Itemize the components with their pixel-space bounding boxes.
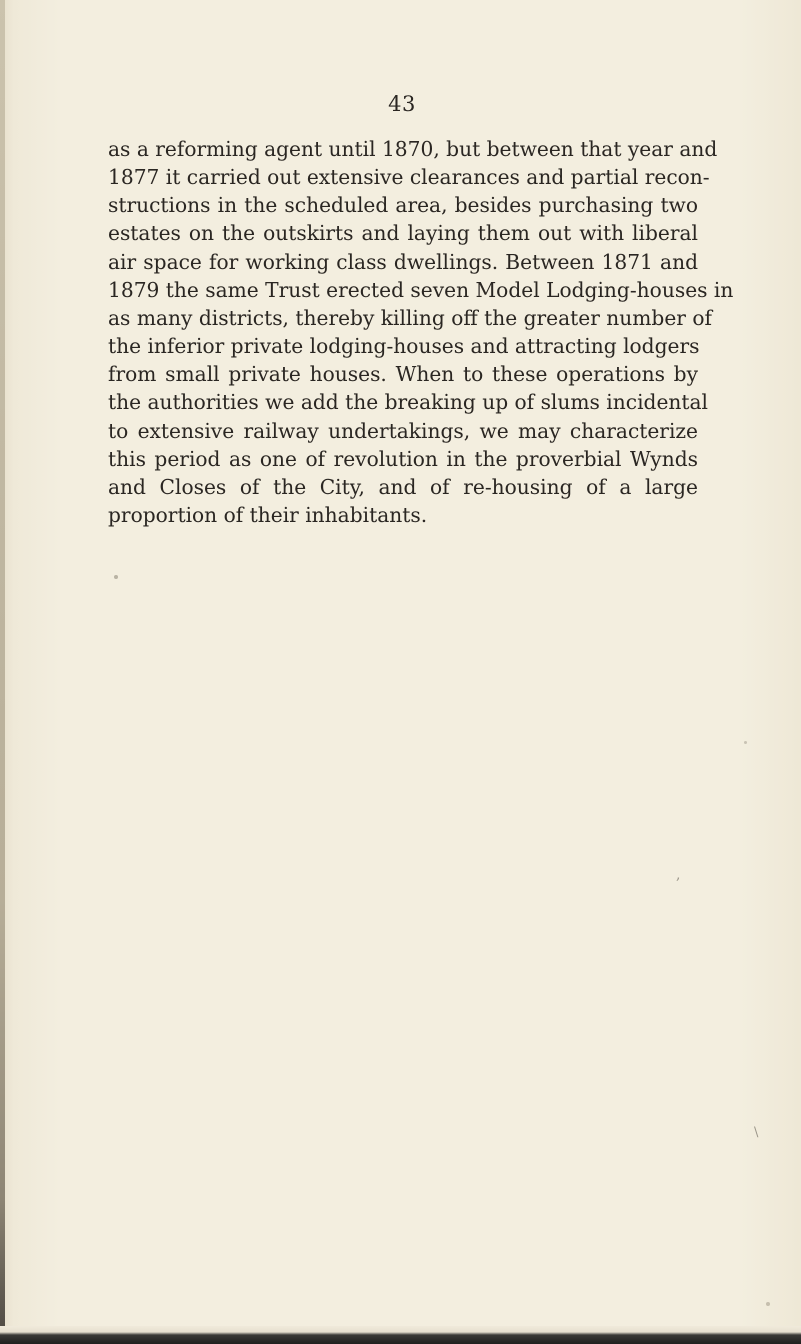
text-line: air space for working class dwellings. Between 1871 and (108, 249, 698, 274)
text-line: and Closes of the City, and of re-housing of a large (108, 474, 698, 499)
text-line: this period as one of revolution in the proverbial Wynds (108, 446, 698, 471)
text-line: as many districts, thereby killing off the greater number of (108, 305, 712, 330)
text-line: the inferior private lodging-houses and attracting lodgers (108, 334, 700, 359)
text-line: 1877 it carried out extensive clearances and partial recon- (108, 165, 710, 190)
paper-speck (766, 1302, 770, 1306)
text-line: to extensive railway undertakings, we may characterize (108, 418, 698, 443)
text-line: the authorities we add the breaking up of slums incidental (108, 390, 709, 415)
text-line: from small private houses. When to these operations by (108, 362, 698, 387)
paper-mark: , (676, 867, 681, 883)
text-line: 1879 the same Trust erected seven Model Lodging-houses in (108, 277, 734, 302)
page-number: 43 (388, 92, 416, 116)
page-bottom-edge (0, 1326, 801, 1344)
text-line: estates on the outskirts and laying them out with liberal (108, 221, 698, 246)
page-spine-edge (0, 0, 5, 1344)
text-line: as a reforming agent until 1870, but between that year and (108, 137, 718, 161)
text-line-last: proportion of their inhabitants. (108, 503, 428, 528)
paper-speck (744, 741, 747, 744)
text-line: structions in the scheduled area, besides purchasing two (108, 193, 698, 218)
body-paragraph (108, 135, 734, 529)
paper-mark: \ (754, 1125, 759, 1140)
paper-speck (114, 575, 118, 579)
